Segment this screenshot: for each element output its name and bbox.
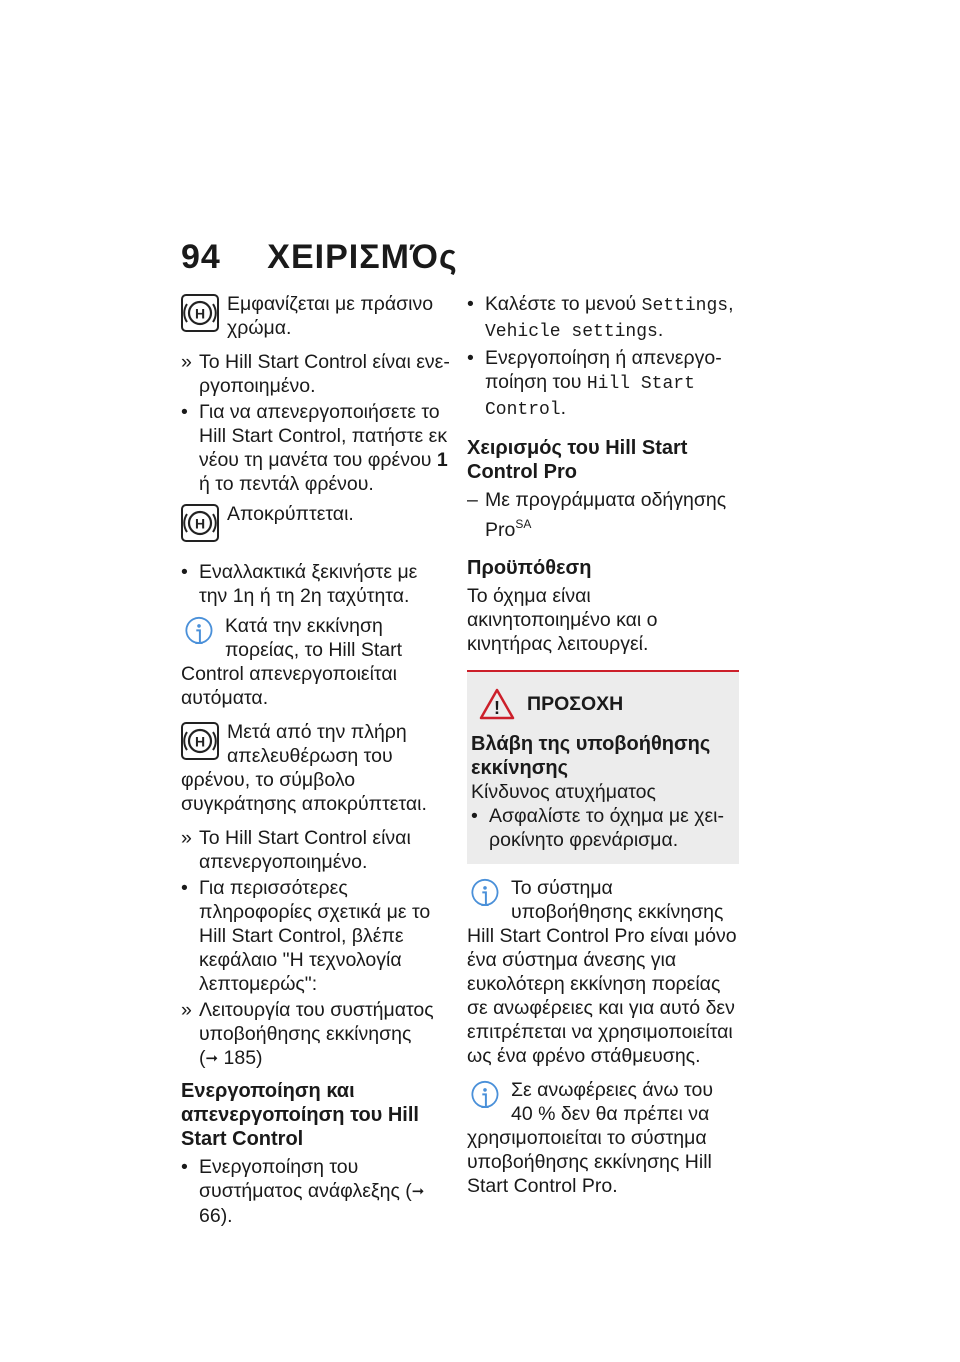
svg-text:H: H [194, 733, 206, 750]
indicator-row: H Μετά από την πλήρη απελευθέρωση του φρένου, το σύμβολο συγκράτησης αποκρύπτεται. [181, 721, 427, 815]
page-reference[interactable]: 66). [199, 1205, 233, 1227]
warning-box [467, 670, 739, 864]
section-title: ΧΕΙΡΙΣΜΌς [267, 238, 458, 276]
list-item: » Λειτουργία του συστήματος υποβοήθησης εκκίνησης (➞ 185) [181, 999, 434, 1069]
info-icon [467, 878, 503, 920]
menu-path: Vehicle settings [485, 322, 658, 342]
info-icon [181, 616, 217, 658]
warning-triangle-icon [479, 688, 515, 720]
reference-arrow-icon: ➞ [411, 1183, 425, 1200]
svg-text:H: H [194, 515, 206, 532]
info-note: Το σύστημα υποβοήθησης εκκίνησης Hill Start Control Pro είναι μόνο ένα σύστημα άνεσης για ευκολότερη εκκίνηση πορείας σε ανωφέρειες και για αυτό δεν επιτρέπεται να χρησιμοποιείται ως ένα φρένο στάθμευσης. [467, 877, 737, 1067]
list-item: • Εναλλακτικά ξεκινήστε με την 1η ή τη 2η ταχύτητα. [181, 561, 418, 607]
info-icon [467, 1080, 503, 1122]
warning-subtitle: Βλάβη της υποβοήθησης εκκίνησης [471, 733, 711, 779]
list-item: • Ενεργοποίηση του συστήματος ανάφλεξης (➞ 66). [181, 1156, 425, 1227]
prerequisite-heading: Προϋπόθεση [467, 557, 592, 579]
prerequisite-text: Το όχημα είναι ακινητοποιημένο και ο κινητήρας λειτουργεί. [467, 585, 658, 655]
list-item: • Για περισσότερες πληροφορίες σχετικά με το Hill Start Control, βλέπε κεφάλαιο "Η τεχνολογία λεπτομερώς": [181, 877, 431, 995]
right-column [467, 292, 739, 1208]
menu-path: Settings [641, 296, 729, 316]
list-item: – Με προγράμματα οδήγησης Pro$^{SA}$ [467, 489, 727, 541]
section-heading: Ενεργοποίηση και απενεργοποίηση του Hill Start Control [181, 1080, 419, 1150]
warning-danger: Κίνδυνος ατυχήματος [471, 781, 656, 803]
list-item: • Για να απενεργοποιήσετε το Hill Start Control, πατήστε εκ νέου τη μανέτα του φρένου 1 ή το πεντάλ φρένου. [181, 401, 448, 495]
list-item: • Καλέστε το μενού Settings, Vehicle settings. [467, 293, 734, 342]
hill-hold-indicator-icon [181, 722, 219, 766]
svg-text:!: ! [494, 698, 500, 718]
brake-lever-ref: 1 [436, 449, 448, 471]
left-column [181, 292, 451, 1230]
svg-text:H: H [194, 305, 206, 322]
list-item: » Το Hill Start Control είναι ενεργοποιημένο. [181, 351, 450, 397]
indicator-green-text: Εμφανίζεται με πράσινο χρώμα. [227, 293, 434, 339]
info-note: Σε ανωφέρειες άνω του 40 % δεν θα πρέπει να χρησιμοποιείται το σύστημα υποβοήθησης εκκίνησης Hill Start Control Pro. [467, 1079, 713, 1197]
list-item: • Ενεργοποίηση ή απενεργοποίηση του Hill Start Control. [467, 347, 722, 420]
hill-hold-indicator-icon [181, 504, 219, 548]
indicator-row [181, 292, 451, 340]
page-header [181, 238, 458, 277]
hill-hold-indicator-icon [181, 294, 219, 338]
warning-label: ΠΡΟΣΟΧΗ [527, 693, 624, 715]
page-reference[interactable]: 185) [223, 1047, 263, 1069]
menu-path: Hill Start Control [485, 374, 695, 420]
info-note: Κατά την εκκίνηση πορείας, το Hill Start Control απενεργοποιείται αυτόματα. [181, 615, 403, 709]
list-item: » Το Hill Start Control είναι απενεργοποιημένο. [181, 827, 411, 873]
list-item: • Ασφαλίστε το όχημα με χειροκίνητο φρενάρισμα. [471, 805, 725, 851]
reference-arrow-icon: ➞ [205, 1050, 219, 1067]
page-number: 94 [181, 238, 221, 276]
indicator-row: H Αποκρύπτεται. [181, 502, 451, 550]
section-heading: Χειρισμός του Hill Start Control Pro [467, 437, 688, 483]
